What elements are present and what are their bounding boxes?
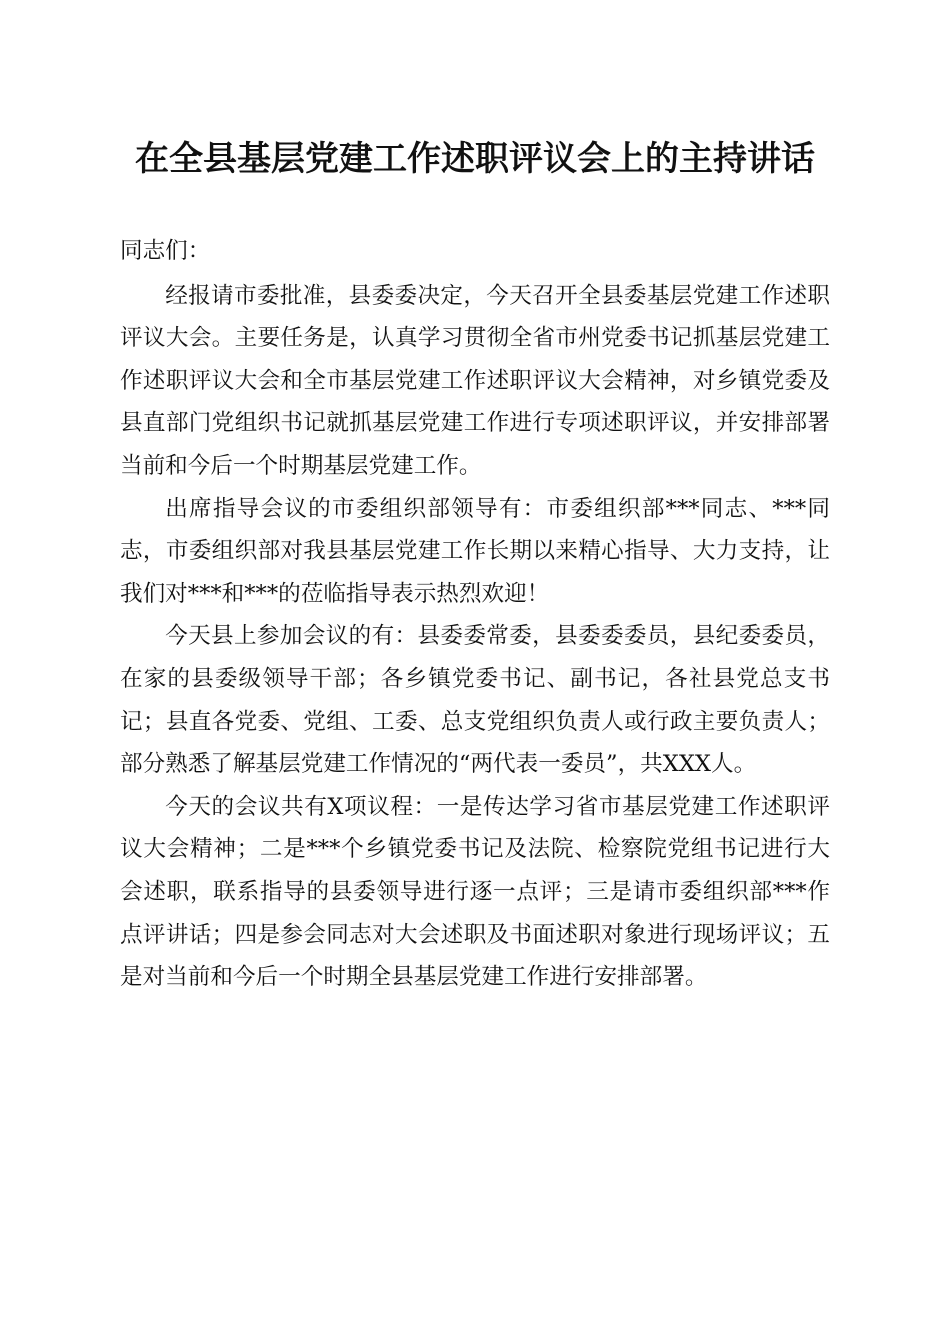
paragraph-guests: 出席指导会议的市委组织部领导有：市委组织部***同志、***同志，市委组织部对我县基层党建工作长期以来精心指导、大力支持，让我们对***和***的莅临指导表示热烈欢迎！ bbox=[120, 495, 830, 607]
paragraph-attendees: 今天县上参加会议的有：县委委常委，县委委委员，县纪委委员，在家的县委级领导干部；各乡镇党委书记、副书记，各社县党总支书记；县直各党委、党组、工委、总支党组织负责人或行政主要负责人；部分熟悉了解基层党建工作情况的“两代表一委员”，共XXX人。 bbox=[120, 623, 830, 778]
document-title: 在全县基层党建工作述职评议会上的主持讲话 bbox=[135, 139, 815, 179]
paragraph-agenda: 今天的会议共有X项议程：一是传达学习省市基层党建工作述职评议大会精神；二是***个乡镇党委书记及法院、检察院党组书记进行大会述职，联系指导的县委领导进行逐一点评；三是请市委组织部***作点评讲话；四是参会同志对大会述职及书面述职对象进行现场评议；五是对当前和今后一个时期全县基层党建工作进行安排部署。 bbox=[120, 793, 830, 991]
salutation: 同志们： bbox=[120, 238, 211, 264]
document-body bbox=[120, 230, 830, 999]
paragraph-opening: 经报请市委批准，县委委决定，今天召开全县委基层党建工作述职评议大会。主要任务是，认真学习贯彻全省市州党委书记抓基层党建工作述职评议大会和全市基层党建工作述职评议大会精神，对乡镇党委及县直部门党组织书记就抓基层党建工作进行专项述职评议，并安排部署当前和今后一个时期基层党建工作。 bbox=[120, 282, 830, 479]
